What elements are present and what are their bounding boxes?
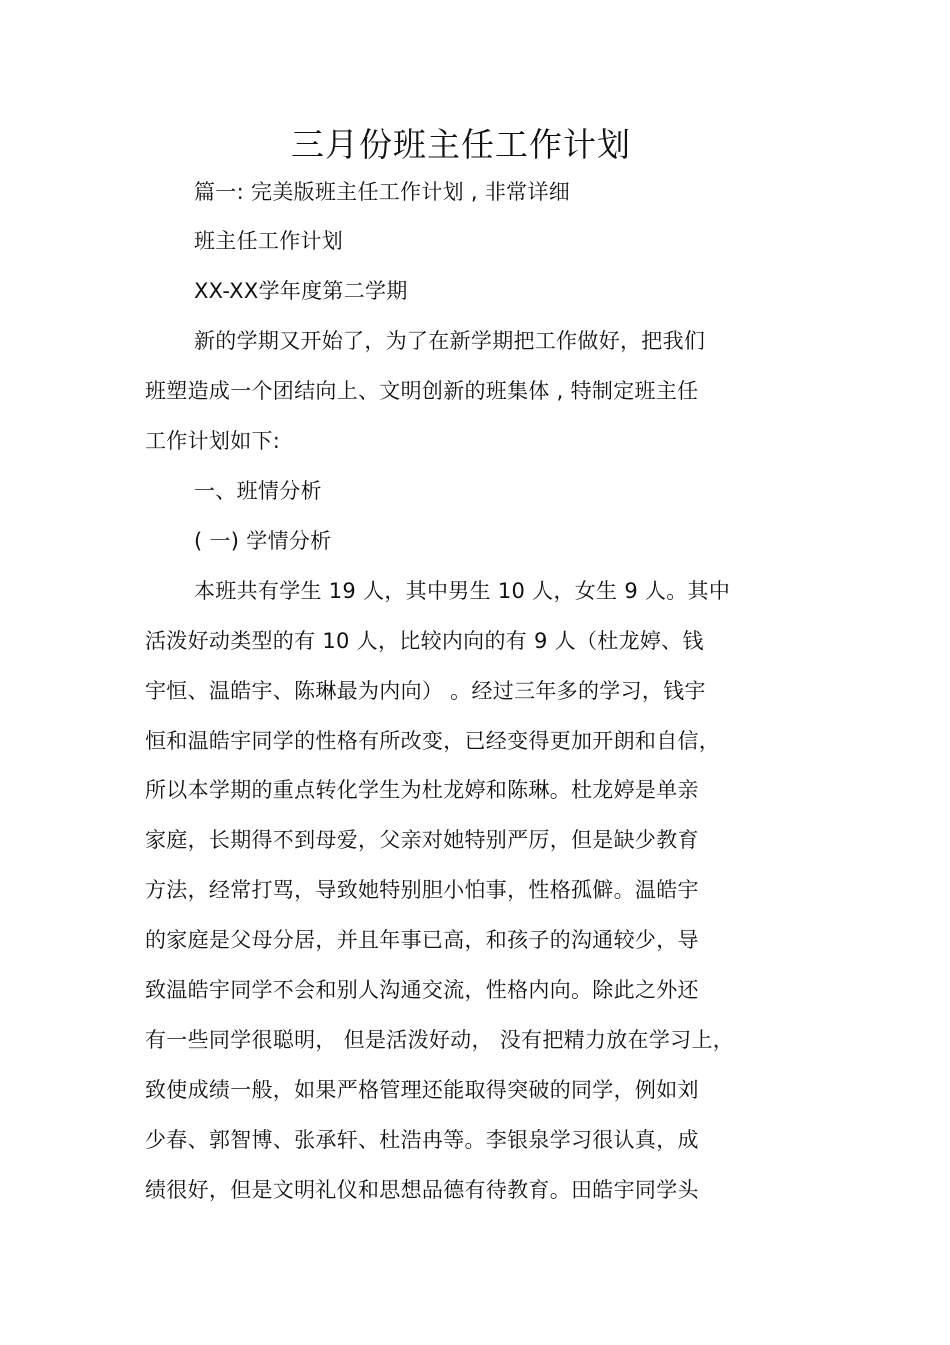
paragraph-line: 绩很好，但是文明礼仪和思想品德有待教育。田皓宇同学头 [145, 1178, 699, 1202]
paragraph-line: 本班共有学生 19 人，其中男生 10 人，女生 9 人。其中 [194, 579, 731, 603]
paragraph-line: 致使成绩一般，如果严格管理还能取得突破的同学，例如刘 [145, 1078, 699, 1102]
paragraph-line: 班塑造成一个团结向上、文明创新的班集体 , 特制定班主任 [145, 379, 699, 403]
paragraph-line: 活泼好动类型的有 10 人，比较内向的有 9 人（杜龙婷、钱 [145, 629, 704, 653]
paragraph-line: 有一些同学很聪明， 但是活泼好动， 没有把精力放在学习上， [145, 1028, 735, 1052]
paragraph-line: 所以本学期的重点转化学生为杜龙婷和陈琳。杜龙婷是单亲 [145, 778, 699, 802]
semester-line: XX-XX学年度第二学期 [194, 279, 408, 303]
document-title: 三月份班主任工作计划 [291, 125, 631, 164]
paragraph-line: 方法，经常打骂，导致她特别胆小怕事，性格孤僻。温皓宇 [145, 878, 699, 902]
section-heading-class-analysis: 一、班情分析 [194, 479, 322, 503]
paragraph-line: 的家庭是父母分居，并且年事已高，和孩子的沟通较少，导 [145, 928, 699, 952]
paragraph-line: 致温皓宇同学不会和别人沟通交流，性格内向。除此之外还 [145, 978, 699, 1002]
plan-heading: 班主任工作计划 [194, 229, 344, 253]
paragraph-line: 新的学期又开始了，为了在新学期把工作做好，把我们 [194, 329, 706, 353]
paragraph-line: 恒和温皓宇同学的性格有所改变，已经变得更加开朗和自信， [145, 729, 721, 753]
paragraph-line: 宇恒、温皓宇、陈琳最为内向） 。经过三年多的学习，钱宇 [145, 679, 706, 703]
paragraph-line: 少春、郭智博、张承轩、杜浩冉等。李银泉学习很认真，成 [145, 1128, 699, 1152]
paragraph-line: 家庭，长期得不到母爱，父亲对她特别严厉，但是缺少教育 [145, 828, 699, 852]
subsection-heading-study-analysis: ( 一) 学情分析 [194, 529, 332, 553]
paragraph-line: 工作计划如下: [145, 429, 281, 453]
section-heading: 篇一: 完美版班主任工作计划 , 非常详细 [194, 180, 571, 204]
